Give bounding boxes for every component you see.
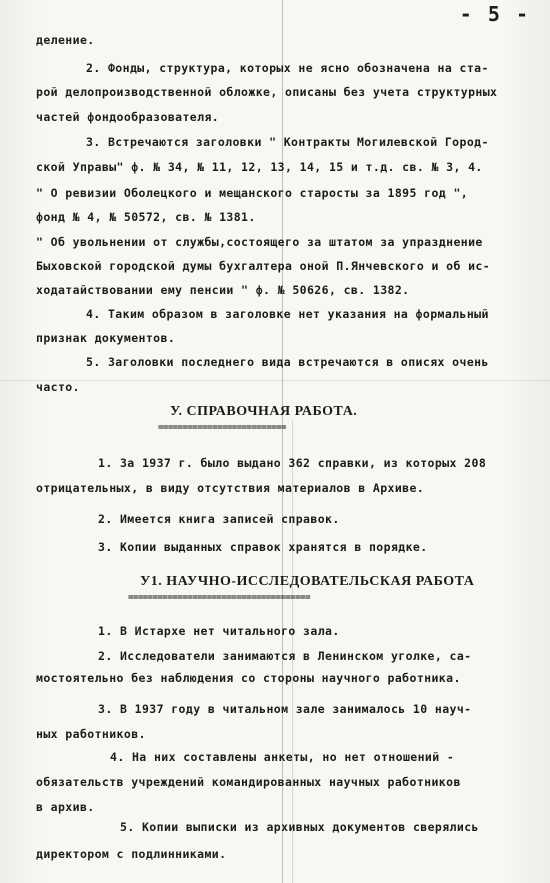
text-line: ных работников. — [36, 727, 146, 741]
text-line: 1. В Истархе нет читального зала. — [98, 624, 340, 638]
text-line: обязательств учреждений командированных научных работников — [36, 775, 461, 789]
text-line: 1. За 1937 г. было выдано 362 справки, из которых 208 — [98, 456, 487, 470]
page-number: - 5 - — [459, 2, 530, 26]
text-line: Быховской городской думы бухгалтера оной П.Янчевского и об ис- — [36, 259, 491, 273]
text-line: 5. Заголовки последнего вида встречаются в описях очень — [86, 355, 489, 369]
text-line: 3. В 1937 году в читальном зале занималось 10 науч- — [98, 702, 472, 716]
text-line: в архив. — [36, 800, 95, 814]
heading-underline: ========================== — [158, 424, 286, 432]
text-line: признак документов. — [36, 331, 176, 345]
text-line: часто. — [36, 380, 80, 394]
text-line: 4. На них составлены анкеты, но нет отношений - — [110, 750, 455, 764]
section-heading: У. СПРАВОЧНАЯ РАБОТА. — [170, 404, 358, 419]
text-line: директором с подлинниками. — [36, 847, 227, 861]
text-line: 5. Копии выписки из архивных документов сверялись — [120, 820, 479, 834]
text-line: 3. Копии выданных справок хранятся в порядке. — [98, 540, 428, 554]
text-line: частей фондообразователя. — [36, 110, 220, 124]
heading-underline: ===================================== — [128, 594, 310, 602]
text-line: 2. Фонды, структура, которых не ясно обозначена на ста- — [86, 61, 489, 75]
text-line: деление. — [36, 33, 95, 47]
text-line: мостоятельно без наблюдения со стороны научного работника. — [36, 671, 461, 685]
text-line: " Об увольнении от службы,состоящего за штатом за упразднение — [36, 235, 483, 249]
section-heading: У1. НАУЧНО-ИССЛЕДОВАТЕЛЬСКАЯ РАБОТА — [140, 574, 475, 589]
text-line: " О ревизии Оболецкого и мещанского старосты за 1895 год ", — [36, 186, 469, 200]
fold-line — [0, 380, 550, 381]
text-line: отрицательных, в виду отсутствия материалов в Архиве. — [36, 481, 425, 495]
text-line: 3. Встречаются заголовки " Контракты Могилевской Город- — [86, 135, 489, 149]
text-line: ходатайствовании ему пенсии " ф. № 50626, св. 1382. — [36, 283, 410, 297]
text-line: 2. Исследователи занимаются в Ленинском уголке, са- — [98, 649, 472, 663]
text-line: 4. Таким образом в заголовке нет указания на формальный — [86, 307, 489, 321]
text-line: фонд № 4, № 50572, св. № 1381. — [36, 210, 256, 224]
text-line: рой делопроизводственной обложке, описаны без учета структурных — [36, 85, 498, 99]
text-line: 2. Имеется книга записей справок. — [98, 512, 340, 526]
text-line: ской Управы" ф. № 34, № 11, 12, 13, 14, 15 и т.д. св. № 3, 4. — [36, 160, 483, 174]
